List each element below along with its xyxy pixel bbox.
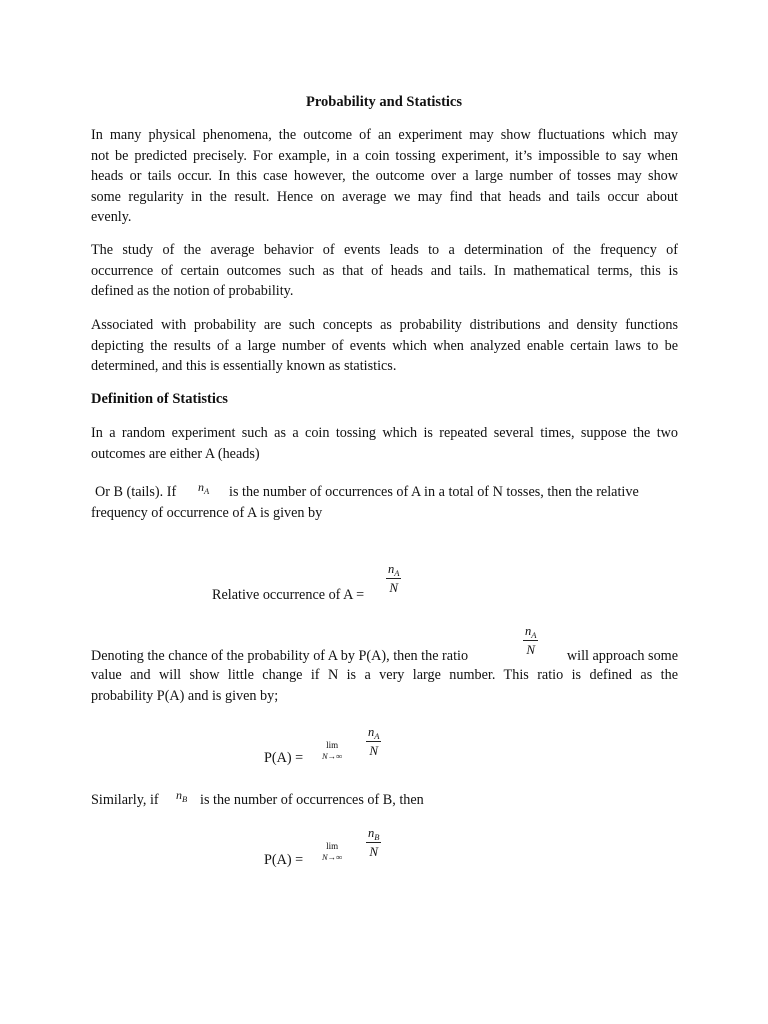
text-line: In a random experiment such as a coin tossing which is repeated several times, suppose the two: [91, 425, 678, 441]
fraction-formula2: [366, 826, 381, 860]
similarly-suffix: is the number of occurrences of B, then: [200, 792, 424, 808]
text-line: In many physical phenomena, the outcome of an experiment may show fluctuations which may: [91, 127, 678, 143]
fraction-numerator: $n_A$: [368, 725, 380, 741]
fraction-denominator: N: [369, 844, 379, 859]
section-heading: Definition of Statistics: [91, 391, 228, 407]
text-line: determined, and this is essentially known as statistics.: [91, 358, 397, 374]
text-line: defined as the notion of probability.: [91, 283, 294, 299]
relative-occurrence-label: Relative occurrence of A =: [212, 587, 365, 603]
text-line: probability P(A) and is given by;: [91, 687, 279, 704]
paragraph-denoting: [91, 665, 678, 706]
symbol-n-b: $n_B$: [176, 788, 188, 804]
paragraph-intro-3: [91, 315, 678, 377]
formula1-lhs: P(A) =: [264, 750, 304, 766]
formula2-limit: lim N→∞: [322, 841, 343, 862]
fraction-denominator: N: [389, 580, 399, 595]
paragraph-random-experiment: [91, 423, 678, 464]
text-line: value and will show little change if N is a very large number. This ratio is defined as the: [91, 667, 678, 683]
denoting-prefix: Denoting the chance of the probability of A by P(A), then the ratio: [91, 648, 469, 664]
text-line: some regularity in the result. Hence on average we may find that heads and tails occur about: [91, 188, 678, 205]
text-line: Associated with probability are such concepts as probability distributions and density functions: [91, 317, 678, 333]
text-line: not be predicted precisely. For example, in a coin tossing experiment, it’s impossible to say when: [91, 147, 678, 164]
or-b-suffix: is the number of occurrences of A in a total of N tosses, then the relative: [229, 484, 639, 500]
text-line: evenly.: [91, 209, 132, 225]
paragraph-intro-2: [91, 240, 678, 302]
text-line: outcomes are either A (heads): [91, 445, 260, 462]
fraction-denominator: N: [369, 743, 379, 758]
similarly-prefix: Similarly, if: [91, 792, 159, 808]
fraction-numerator: $n_A$: [388, 562, 400, 578]
formula2-lhs: P(A) =: [264, 852, 304, 868]
text-line: heads or tails occur. In this case however, the outcome over a large number of tosses may show: [91, 168, 678, 184]
or-b-line2: frequency of occurrence of A is given by: [91, 505, 323, 521]
fraction-formula1: [366, 725, 381, 759]
fraction-na-over-n: [386, 562, 401, 596]
symbol-n-a: $n_A$: [198, 480, 210, 496]
text-line: depicting the results of a large number of events which when analyzed enable certain laws to be: [91, 337, 678, 354]
text-line: The study of the average behavior of events leads to a determination of the frequency of: [91, 242, 678, 258]
paragraph-intro-1: [91, 125, 678, 228]
text-line: occurrence of certain outcomes such as that of heads and tails. In mathematical terms, this is: [91, 262, 678, 279]
denoting-suffix: will approach some: [566, 648, 678, 664]
fraction-numerator: $n_B$: [368, 826, 380, 842]
fraction-numerator: $n_A$: [525, 624, 537, 640]
fraction-ratio: [523, 624, 538, 658]
fraction-denominator: N: [526, 642, 536, 657]
page-title: Probability and Statistics: [305, 94, 463, 110]
formula1-limit: lim N→∞: [322, 740, 343, 761]
or-b-prefix: Or B (tails). If: [95, 484, 177, 500]
